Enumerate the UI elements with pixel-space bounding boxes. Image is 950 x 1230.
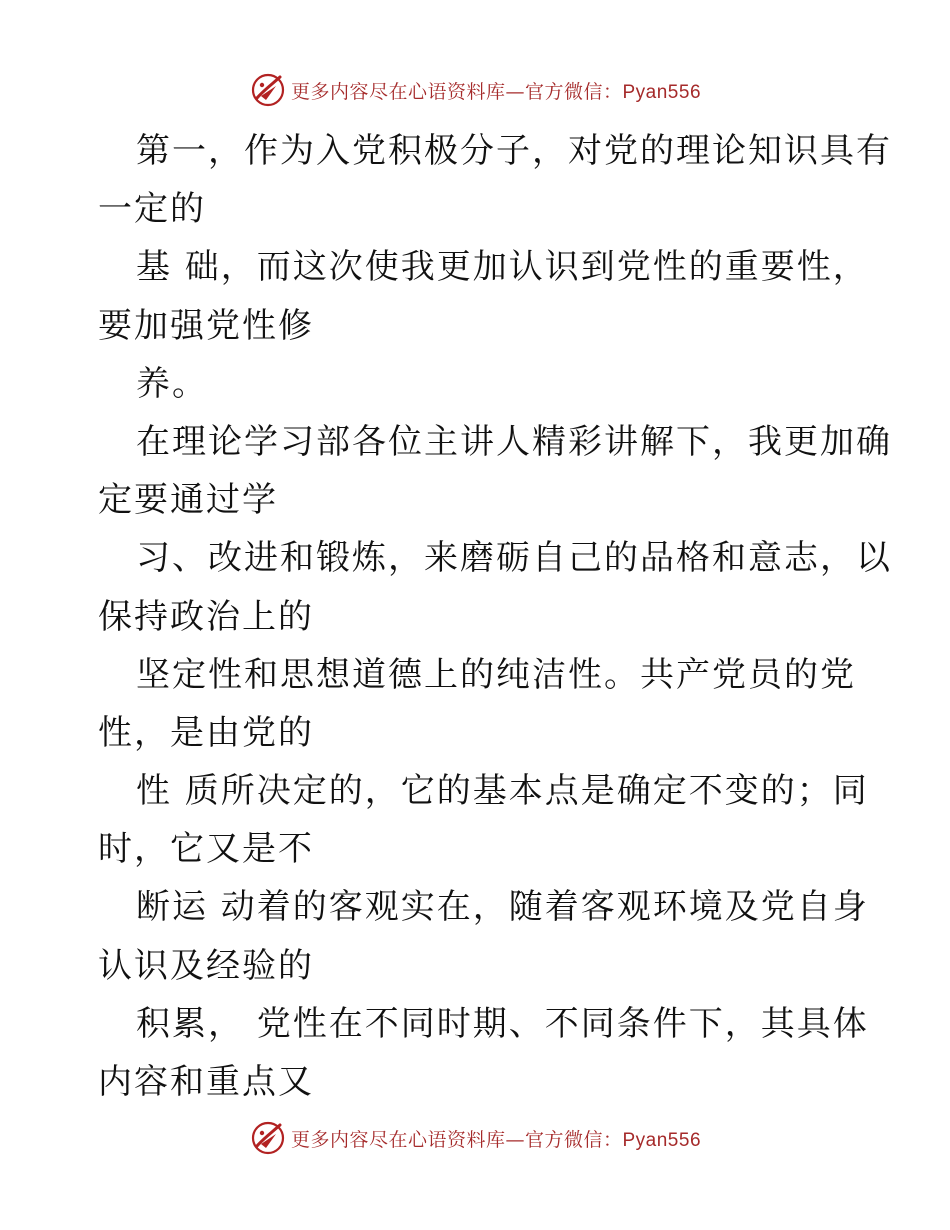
text-line: 在理论学习部各位主讲人精彩讲解下，我更加确	[136, 421, 892, 462]
text-line: 认识及经验的	[98, 945, 314, 986]
text-line: 性 质所决定的，它的基本点是确定不变的；同	[136, 771, 869, 812]
header-banner[interactable]	[0, 70, 950, 110]
text-line: 坚定性和思想道德上的纯洁性。共产党员的党	[136, 654, 856, 695]
text-line: 养。	[136, 363, 208, 404]
text-line: 积累， 党性在不同时期、不同条件下，其具体	[136, 1003, 869, 1044]
footer-site-text: 更多内容尽在心语资料库	[290, 1128, 506, 1151]
footer-text	[291, 1125, 701, 1152]
text-line: 断运 动着的客观实在，随着客观环境及党自身	[136, 887, 869, 928]
header-wechat-id: Pyan556	[622, 81, 702, 103]
text-line: 内容和重点又	[98, 1062, 314, 1102]
document-body	[98, 122, 892, 1111]
header-separator: —	[505, 80, 525, 103]
text-line: 一定的	[98, 189, 206, 230]
text-line: 要加强党性修	[98, 305, 314, 346]
text-line: 第一，作为入党积极分子，对党的理论知识具有	[136, 131, 892, 171]
text-line: 性，是由党的	[98, 712, 314, 753]
footer-separator: —	[505, 1128, 525, 1151]
text-line: 基 础，而这次使我更加认识到党性的重要性，	[136, 247, 869, 288]
header-text	[291, 77, 701, 104]
footer-wechat-label: 官方微信：	[524, 1128, 623, 1151]
footer-banner[interactable]	[0, 1118, 950, 1158]
pen-seal-icon	[249, 71, 287, 109]
pen-seal-icon	[249, 1119, 287, 1157]
text-line: 时，它又是不	[98, 829, 314, 870]
text-line: 定要通过学	[98, 480, 278, 521]
text-line: 习、改进和锻炼，来磨砺自己的品格和意志，以	[136, 538, 892, 579]
header-wechat-label: 官方微信：	[524, 80, 623, 103]
header-site-text: 更多内容尽在心语资料库	[290, 80, 506, 103]
text-line: 保持政治上的	[98, 596, 314, 637]
footer-wechat-id: Pyan556	[622, 1129, 702, 1151]
